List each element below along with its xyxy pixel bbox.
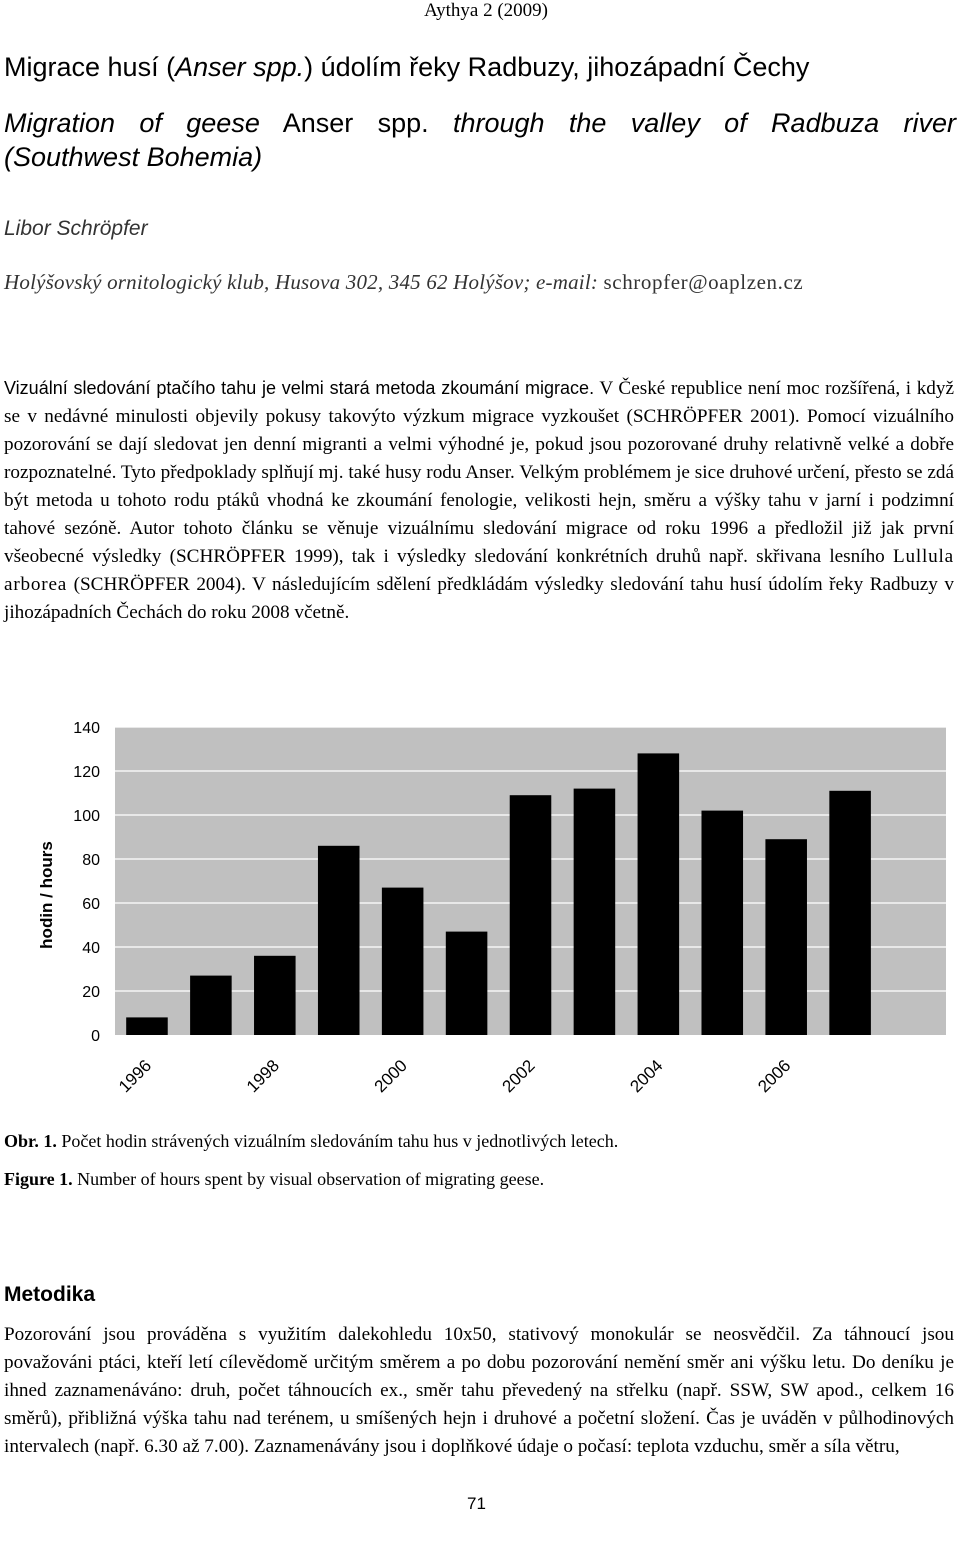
x-tick-label: 2000 [370,1056,411,1097]
y-tick-label: 0 [91,1028,100,1045]
caption-en-text: Number of hours spent by visual observation of migrating geese. [72,1169,545,1189]
y-tick-label: 100 [73,808,100,825]
intro-sentence-1: Vizuální sledování ptačího tahu je velmi stará metoda zkoumání migrace. [4,378,595,398]
title-en-italic2: through the valley of Radbuza river [452,108,956,138]
x-tick-label: 2002 [498,1056,539,1097]
methods-paragraph: Pozorování jsou prováděna s využitím dalekohledu 10x50, stativový monokulár se neosvědčil. Za táhnoucí jsou považováni ptáci, kteří letí cílevědomě určitým směrem a po dobu pozorování nemění směr ani výšku letu. Do deníku je ihned zaznamenáváno: druh, počet táhnoucích ex., směr tahu převedený na střelku (např. SSW, SW apod., celkem 16 směrů), přibližná výška tahu nad terénem, u smíšených hejn i druhové a početní složení. Čas je uváděn v půlhodinových intervalech (např. 6.30 až 7.00). Zaznamenávány jsou i doplňkové údaje o počasí: teplota vzduchu, směr a síla větru, [4,1324,954,1457]
y-tick-label: 120 [73,764,100,781]
intro-paragraph [4,374,954,627]
bar-1999 [318,846,360,1035]
y-axis-label: hodin / hours [37,841,56,949]
title-czech [4,52,809,83]
bar-2007 [829,791,871,1035]
x-tick-label: 2006 [754,1056,795,1097]
affiliation-text: Holýšovský ornitologický klub, Husova 302, 345 62 Holýšov; e-mail: [4,270,604,294]
species-name: Lullula arborea [4,546,954,595]
x-tick-label: 2004 [626,1056,667,1097]
bar-2000 [382,888,424,1035]
bar-2002 [510,795,552,1035]
email-link[interactable]: schropfer@oaplzen.cz [603,270,804,294]
title-en-plain: Anser spp. [259,108,453,138]
intro-sentence-4: Velkým problémem je sice druhové určení, přesto se zdá být metoda u tohoto rodu ptáků vhodná ke zkoumání fenologie, velikosti hejn, směru a výšky tahu v jarní i podzimní tahové sezóně. [4,462,954,539]
y-tick-label: 140 [73,720,100,737]
y-axis-ticks [73,720,100,1045]
x-tick-label: 1996 [114,1056,156,1097]
author-name: Libor Schröpfer [4,217,148,240]
x-tick-label: 1998 [242,1056,284,1097]
y-tick-label: 60 [82,896,100,913]
x-axis-ticks [115,1056,794,1096]
title-english-line1 [4,106,956,140]
title-cz-italic: Anser spp. [175,52,305,82]
caption-en-label: Figure 1. [4,1169,73,1189]
intro-sentence-6: (SCHRÖPFER 2004). V následujícím sdělení předkládám výsledky sledování tahu husí údolím řeky Radbuzy v jihozápadních Čechách do roku 2008 včetně. [4,574,954,623]
bar-2006 [765,839,807,1035]
page-number: 71 [467,1494,486,1513]
section-heading-methods: Metodika [4,1283,96,1306]
intro-sentence-5: Autor tohoto článku se věnuje vizuálnímu sledování migrace od roku 1996 a předložil již jak první všeobecné výsledky (SCHRÖPFER 1999), tak i výsledky sledování konkrétních druhů např. skřivana lesního [4,518,954,567]
bar-2005 [701,811,743,1035]
bar-1998 [254,956,296,1035]
y-tick-label: 80 [82,852,100,869]
caption-cz-label: Obr. 1. [4,1131,57,1151]
bar-chart [0,700,960,1120]
intro-sentence-2: V České republice není moc rozšířená, i když se v nedávné minulosti objevily pokusy takovýto výzkum migrace vyzkoušet (SCHRÖPFER 2001). [4,378,954,427]
title-en-italic1: Migration of geese [4,108,260,138]
bar-2003 [574,789,616,1035]
y-tick-label: 20 [82,984,100,1001]
affiliation [4,270,803,295]
title-english-line2: (Southwest Bohemia) [4,142,263,172]
bar-1997 [190,976,232,1035]
journal-header: Aythya 2 (2009) [424,0,548,21]
intro-sentence-3: Pomocí vizuálního pozorování se dají sledovat jen denní migranti a velmi výhodné je, pokud jsou pozorované druhy relativně velké a dobře rozpoznatelné. Tyto předpoklady splňují mj. také husy rodu Anser. [4,406,954,483]
title-cz-part1: Migrace husí ( [4,52,176,82]
bar-1996 [126,1017,168,1035]
title-cz-part2: ) údolím řeky Radbuzy, jihozápadní Čechy [304,52,810,82]
figure-caption-english [4,1169,544,1190]
figure-caption-czech [4,1131,618,1152]
bar-2004 [638,753,680,1035]
caption-cz-text: Počet hodin strávených vizuálním sledováním tahu hus v jednotlivých letech. [56,1131,619,1151]
y-tick-label: 40 [82,940,100,957]
bar-2001 [446,932,488,1035]
